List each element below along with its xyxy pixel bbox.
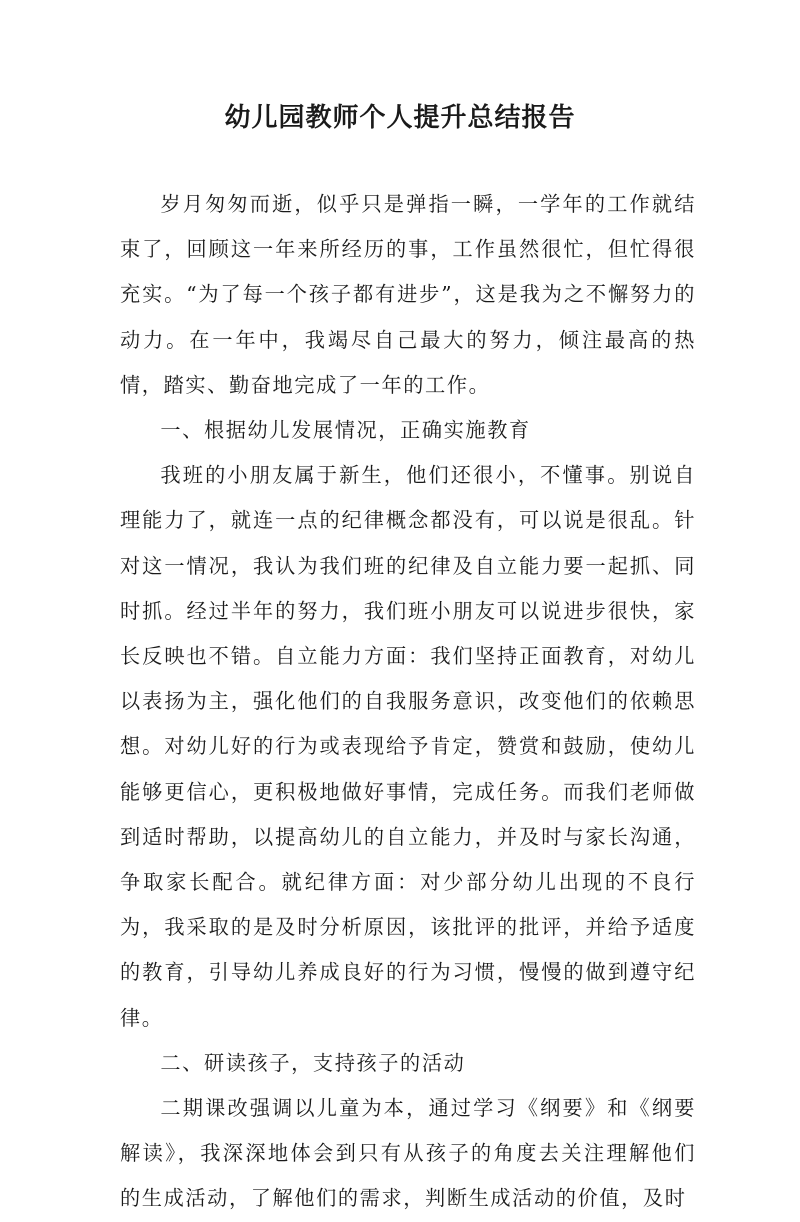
section-2-paragraph: 二期课改强调以儿童为本，通过学习《纲要》和《纲要解读》，我深深地体会到只有从孩子的角度去关注理解他们的生成活动，了解他们的需求，判断生成活动的价值，及时 [120, 1096, 696, 1211]
section-heading-2: 二、研读孩子，支持孩子的活动 [160, 1050, 466, 1075]
intro-paragraph: 岁月匆匆而逝，似乎只是弹指一瞬，一学年的工作就结束了，回顾这一年来所经历的事，工作虽然很忙，但忙得很充实。“为了每一个孩子都有进步”，这是我为之不懈努力的动力。在一年中，我竭尽自己最大的努力，倾注最高的热情，踏实、勤奋地完成了一年的工作。 [120, 192, 696, 397]
section-heading-1: 一、根据幼儿发展情况，正确实施教育 [160, 418, 531, 443]
section-1-paragraph: 我班的小朋友属于新生，他们还很小，不懂事。别说自理能力了，就连一点的纪律概念都没有，可以说是很乱。针对这一情况，我认为我们班的纪律及自立能力要一起抓、同时抓。经过半年的努力，我们班小朋友可以说进步很快，家长反映也不错。自立能力方面：我们坚持正面教育，对幼儿以表扬为主，强化他们的自我服务意识，改变他们的依赖思想。对幼儿好的行为或表现给予肯定，赞赏和鼓励，使幼儿能够更信心，更积极地做好事情，完成任务。而我们老师做到适时帮助，以提高幼儿的自立能力，并及时与家长沟通，争取家长配合。就纪律方面：对少部分幼儿出现的不良行为，我采取的是及时分析原因，该批评的批评，并给予适度的教育，引导幼儿养成良好的行为习惯，慢慢的做到遵守纪律。 [120, 463, 696, 1030]
document-body [120, 182, 696, 1222]
document-title: 幼儿园教师个人提升总结报告 [224, 103, 576, 133]
